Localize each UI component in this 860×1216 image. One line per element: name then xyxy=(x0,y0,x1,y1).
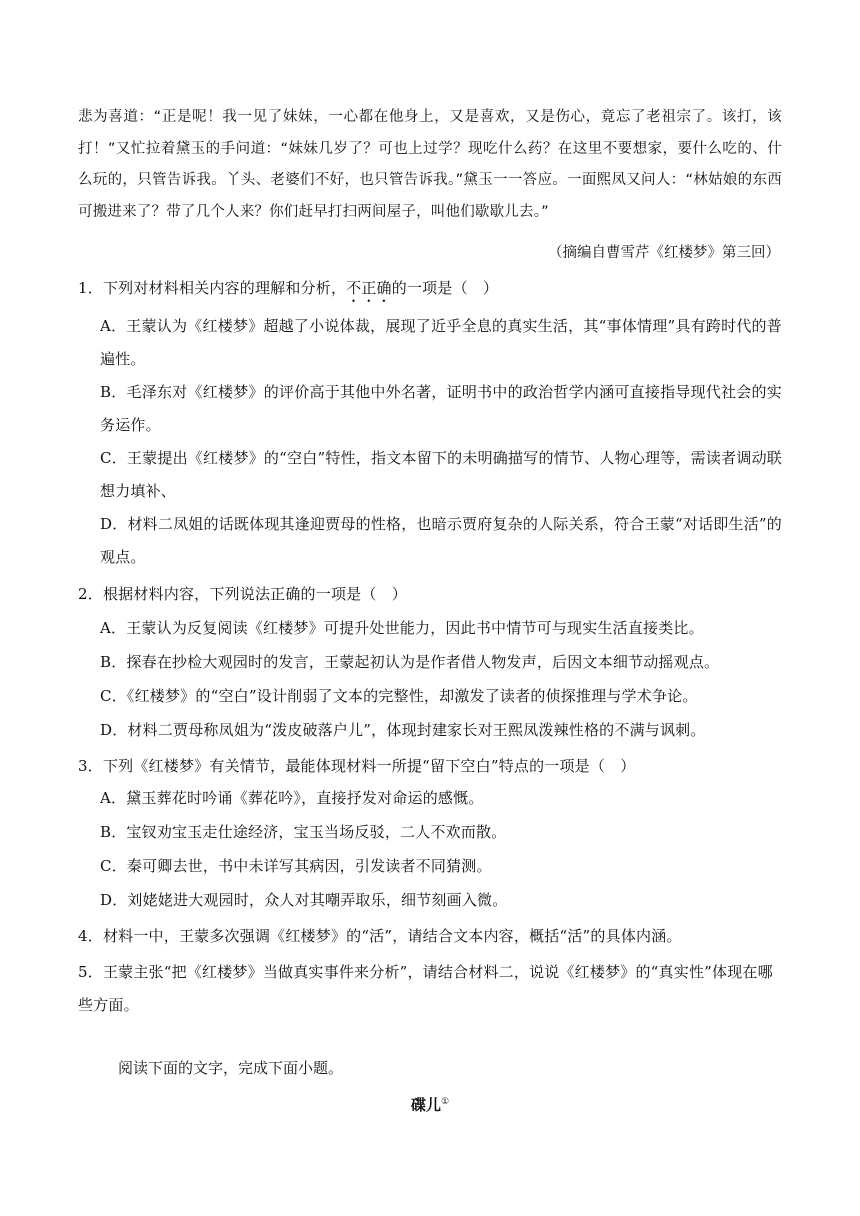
question-2-option-c: C．《红楼梦》的“空白”设计削弱了文本的完整性，却激发了读者的侦探推理与学术争论。 xyxy=(100,687,698,705)
question-1-emphasis: 不正确 xyxy=(346,279,392,297)
question-3-option-b: B．宝钗劝宝玉走仕途经济，宝玉当场反驳，二人不欢而散。 xyxy=(100,823,507,841)
footnote-marker: ① xyxy=(440,1097,450,1107)
question-3-option-d: D．刘姥姥进大观园时，众人对其嘲弄取乐，细节刻画入微。 xyxy=(100,891,508,909)
passage-text: 悲为喜道：“正是呢！我一见了妹妹，一心都在他身上，又是喜欢，又是伤心，竟忘了老祖宗了。该打，该打！”又忙拉着黛玉的手问道：“妹妹几岁了？可也上过学？现吃什么药？在这里不要想家，要什么吃的、什么玩的，只管告诉我。丫头、老婆们不好，也只管告诉我。”黛玉一一答应。一面熙凤又问人：“林姑娘的东西可搬进来了？带了几个人来？你们赶早打扫两间屋子，叫他们歇歇儿去。” xyxy=(78,109,782,220)
question-2-option-a: A．王蒙认为反复阅读《红楼梦》可提升处世能力，因此书中情节可与现实生活直接类比。 xyxy=(100,619,704,637)
question-2-option-d: D．材料二贾母称凤姐为“泼皮破落户儿”，体现封建家长对王熙凤泼辣性格的不满与讽刺。 xyxy=(100,721,706,739)
passage-excerpt xyxy=(78,102,782,228)
question-1-option-d: D．材料二凤姐的话既体现其逢迎贾母的性格，也暗示贾府复杂的人际关系，符合王蒙“对话即生活”的观点。 xyxy=(100,515,782,566)
question-2-option-b: B．探春在抄检大观园时的发言，王蒙起初认为是作者借人物发声，后因文本细节动摇观点。 xyxy=(100,653,720,671)
section-title-text: 碟儿 xyxy=(410,1096,441,1114)
question-1-stem-after: 的一项是（ ） xyxy=(391,279,499,297)
section-instruction: 阅读下面的文字，完成下面小题。 xyxy=(118,1059,344,1077)
question-5-stem: 5．王蒙主张“把《红楼梦》当做真实事件来分析”，请结合材料二，说说《红楼梦》的“真实性”体现在哪些方面。 xyxy=(78,963,773,1014)
question-2-stem: 2．根据材料内容，下列说法正确的一项是（ ） xyxy=(78,585,407,603)
question-3-stem: 3．下列《红楼梦》有关情节，最能体现材料一所提“留下空白”特点的一项是（ ） xyxy=(78,757,636,775)
question-1-option-b: B．毛泽东对《红楼梦》的评价高于其他中外名著，证明书中的政治哲学内涵可直接指导现代社会的实务运作。 xyxy=(100,383,782,434)
question-4-stem: 4．材料一中，王蒙多次强调《红楼梦》的“活”，请结合文本内容，概括“活”的具体内涵。 xyxy=(78,927,682,945)
section-title xyxy=(0,1090,860,1117)
question-3-option-a: A．黛玉葬花时吟诵《葬花吟》，直接抒发对命运的感慨。 xyxy=(100,789,484,807)
question-1-option-c: C．王蒙提出《红楼梦》的“空白”特性，指文本留下的未明确描写的情节、人物心理等，需读者调动联想力填补、 xyxy=(100,449,782,500)
question-1-option-a: A．王蒙认为《红楼梦》超越了小说体裁，展现了近乎全息的真实生活，其“事体情理”具有跨时代的普遍性。 xyxy=(100,317,782,368)
question-1-stem-before: 1．下列对材料相关内容的理解和分析， xyxy=(78,279,347,297)
passage-source: （摘编自曹雪芹《红楼梦》第三回） xyxy=(548,245,780,261)
question-1-stem xyxy=(78,276,782,306)
question-3-option-c: C．秦可卿去世，书中未详写其病因，引发读者不同猜测。 xyxy=(100,857,492,875)
